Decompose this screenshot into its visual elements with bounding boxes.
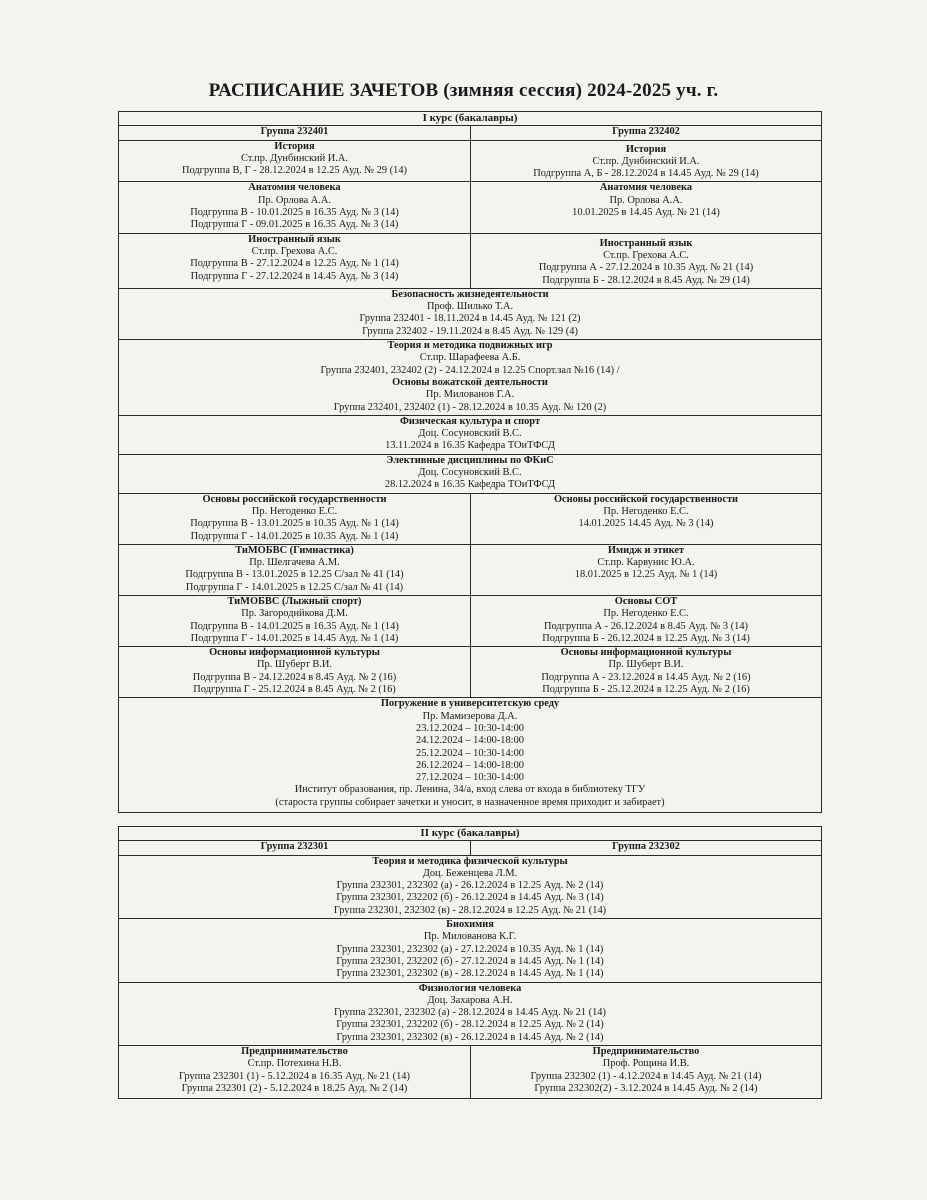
table-row bbox=[119, 698, 822, 813]
course1-header: I курс (бакалавры) bbox=[119, 112, 822, 126]
exam-time: Подгруппа В - 13.01.2025 в 12.25 С/зал № 41 (14) bbox=[185, 569, 404, 581]
teacher: Пр. Негоденко Е.С. bbox=[603, 608, 689, 620]
exam-time: 18.01.2025 в 12.25 Ауд. № 1 (14) bbox=[574, 569, 718, 581]
table-row bbox=[119, 182, 822, 233]
exam-time: Подгруппа В - 27.12.2024 в 12.25 Ауд. № 1 (14) bbox=[190, 258, 399, 270]
table-row bbox=[119, 595, 822, 646]
course2-header: II курс (бакалавры) bbox=[119, 827, 822, 841]
exam-time: Подгруппа А - 26.12.2024 в 8.45 Ауд. № 3 (14) bbox=[544, 620, 748, 632]
schedule-cell bbox=[471, 544, 822, 595]
teacher: Ст.пр. Карвунис Ю.А. bbox=[597, 557, 695, 569]
teacher: Пр. Мамизерова Д.А. bbox=[422, 710, 518, 722]
schedule-cell bbox=[471, 647, 822, 698]
subject-name: Безопасность жизнедеятельности bbox=[391, 288, 549, 300]
table-row bbox=[119, 288, 822, 339]
exam-time: Подгруппа Г - 09.01.2025 в 16.35 Ауд. № 3 (14) bbox=[190, 219, 399, 231]
exam-time: 27.12.2024 – 10:30-14:00 bbox=[416, 772, 524, 784]
schedule-cell bbox=[119, 454, 822, 493]
subject-name: Анатомия человека bbox=[599, 182, 693, 194]
exam-time: 10.01.2025 в 14.45 Ауд. № 21 (14) bbox=[572, 207, 720, 219]
teacher: Пр. Милованова К.Г. bbox=[423, 931, 517, 943]
schedule-cell bbox=[119, 595, 471, 646]
exam-time: Группа 232301, 232202 (б) - 26.12.2024 в 14.45 Ауд. № 3 (14) bbox=[336, 892, 604, 904]
subject-name: Биохимия bbox=[446, 919, 494, 931]
exam-time: Группа 232301 (2) - 5.12.2024 в 18.25 Ауд. № 2 (14) bbox=[181, 1082, 408, 1094]
schedule-cell bbox=[119, 493, 471, 544]
exam-time: Подгруппа Г - 14.01.2025 в 10.35 Ауд. № 1 (14) bbox=[190, 530, 399, 542]
exam-time: Подгруппа В - 13.01.2025 в 10.35 Ауд. № 1 (14) bbox=[190, 518, 399, 530]
subject-name: Основы информационной культуры bbox=[560, 647, 732, 659]
subject-name: Теория и методика подвижных игр bbox=[387, 340, 553, 352]
exam-time: Подгруппа А, Б - 28.12.2024 в 14.45 Ауд. № 29 (14) bbox=[533, 168, 759, 180]
teacher: Ст.пр. Дунбинский И.А. bbox=[592, 155, 700, 167]
schedule-cell bbox=[119, 288, 822, 339]
table-row bbox=[119, 340, 822, 416]
teacher: Пр. Орлова А.А. bbox=[609, 194, 683, 206]
teacher: Доц. Сосуновский В.С. bbox=[418, 428, 522, 440]
exam-time: 25.12.2024 – 10:30-14:00 bbox=[416, 747, 524, 759]
exam-time: 28.12.2024 в 16.35 Кафедра ТОиТФСД bbox=[384, 479, 556, 491]
exam-time: Группа 232301, 232202 (б) - 27.12.2024 в 14.45 Ауд. № 1 (14) bbox=[336, 955, 604, 967]
table-row bbox=[119, 544, 822, 595]
schedule-cell bbox=[471, 140, 822, 182]
exam-time: 26.12.2024 – 14:00-18:00 bbox=[416, 759, 524, 771]
exam-time: Группа 232301, 232202 (б) - 28.12.2024 в 12.25 Ауд. № 2 (14) bbox=[336, 1019, 604, 1031]
teacher: Ст.пр. Грехова А.С. bbox=[251, 245, 338, 257]
table-row bbox=[119, 982, 822, 1045]
exam-time: Группа 232301, 232302 (а) - 28.12.2024 в 14.45 Ауд. № 21 (14) bbox=[334, 1007, 606, 1019]
schedule-cell bbox=[119, 182, 471, 233]
teacher: Пр. Негоденко Е.С. bbox=[251, 505, 338, 517]
schedule-cell bbox=[471, 233, 822, 288]
schedule-cell bbox=[119, 1046, 471, 1099]
schedule-cell bbox=[119, 340, 822, 416]
subject-name: Имидж и этикет bbox=[607, 544, 685, 556]
schedule-cell bbox=[119, 544, 471, 595]
page-title: РАСПИСАНИЕ ЗАЧЕТОВ (зимняя сессия) 2024-2025 уч. г. bbox=[208, 80, 719, 101]
exam-time: 23.12.2024 – 10:30-14:00 bbox=[416, 722, 524, 734]
subject-name: Основы СОТ bbox=[614, 595, 678, 607]
teacher: Доц. Сосуновский В.С. bbox=[418, 467, 522, 479]
subject-name: Физическая культура и спорт bbox=[399, 415, 541, 427]
exam-time: Подгруппа А - 23.12.2024 в 14.45 Ауд. № 2 (16) bbox=[541, 671, 751, 683]
teacher: Пр. Шуберт В.И. bbox=[608, 659, 684, 671]
teacher: Пр. Негоденко Е.С. bbox=[603, 505, 689, 517]
subject-name: Погружение в университетскую среду bbox=[380, 698, 560, 710]
subject-name: История bbox=[625, 143, 667, 155]
subject-name: Предпринимательство bbox=[592, 1046, 700, 1058]
teacher: Пр. Загороднйкова Д.М. bbox=[241, 608, 348, 620]
exam-time: Группа 232402 - 19.11.2024 в 8.45 Ауд. № 129 (4) bbox=[362, 325, 578, 337]
subject-name: Иностранный язык bbox=[248, 233, 341, 245]
schedule-cell bbox=[119, 415, 822, 454]
teacher: Ст.пр. Грехова А.С. bbox=[603, 249, 689, 261]
table-row bbox=[119, 647, 822, 698]
exam-time: Подгруппа В, Г - 28.12.2024 в 12.25 Ауд. № 29 (14) bbox=[182, 165, 407, 177]
table-row bbox=[119, 415, 822, 454]
subject-name: ТиМОБВС (Гимнастика) bbox=[235, 544, 354, 556]
schedule-cell bbox=[471, 182, 822, 233]
teacher: Проф. Шилько Т.А. bbox=[426, 301, 514, 313]
location-note: Институт образования, пр. Ленина, 34/а, вход слева от входа в библиотеку ТГУ bbox=[294, 784, 646, 796]
exam-time: Подгруппа А - 27.12.2024 в 10.35 Ауд. № 21 (14) bbox=[538, 262, 754, 274]
schedule-cell bbox=[119, 919, 822, 982]
teacher: Ст.пр. Дунбинский И.А. bbox=[241, 152, 348, 164]
exam-time: Подгруппа Г - 25.12.2024 в 8.45 Ауд. № 2 (16) bbox=[193, 684, 396, 696]
exam-time: 13.11.2024 в 16.35 Кафедра ТОиТФСД bbox=[385, 440, 555, 452]
teacher: Пр. Милованов Г.А. bbox=[425, 389, 515, 401]
exam-time: Группа 232301, 232302 (в) - 28.12.2024 в 12.25 Ауд. № 21 (14) bbox=[333, 904, 607, 916]
teacher: Пр. Шелгачева А.М. bbox=[249, 557, 340, 569]
exam-time: Группа 232301, 232302 (в) - 28.12.2024 в 14.45 Ауд. № 1 (14) bbox=[336, 968, 604, 980]
subject-name: История bbox=[274, 140, 315, 152]
group-232401-header: Группа 232401 bbox=[119, 126, 471, 140]
table-row bbox=[119, 493, 822, 544]
group-232301-header: Группа 232301 bbox=[119, 841, 471, 855]
table-row bbox=[119, 919, 822, 982]
group-232402-header: Группа 232402 bbox=[471, 126, 822, 140]
course2-table bbox=[118, 826, 822, 1099]
exam-time: Подгруппа Г - 14.01.2025 в 12.25 С/зал № 41 (14) bbox=[185, 581, 404, 593]
subject-name: Основы российской государственности bbox=[202, 493, 387, 505]
subject-name: Физиология человека bbox=[418, 982, 522, 994]
exam-time: Подгруппа Г - 14.01.2025 в 14.45 Ауд. № 1 (14) bbox=[190, 632, 399, 644]
exam-time: Подгруппа В - 14.01.2025 в 16.35 Ауд. № 1 (14) bbox=[190, 620, 399, 632]
table-row bbox=[119, 140, 822, 182]
exam-time: Подгруппа Б - 26.12.2024 в 12.25 Ауд. № 3 (14) bbox=[542, 632, 750, 644]
teacher: Доц. Захарова А.Н. bbox=[427, 994, 513, 1006]
exam-time: Группа 232302 (1) - 4.12.2024 в 14.45 Ауд. № 21 (14) bbox=[530, 1070, 762, 1082]
subject-name: Элективные дисциплины по ФКиС bbox=[386, 454, 554, 466]
subject-name: Предпринимательство bbox=[241, 1046, 348, 1058]
exam-time: Группа 232301 (1) - 5.12.2024 в 16.35 Ауд. № 21 (14) bbox=[179, 1070, 410, 1082]
schedule-cell bbox=[471, 595, 822, 646]
table-row bbox=[119, 1046, 822, 1099]
note: (староста группы собирает зачетки и уносит, в назначенное время приходит и забирает) bbox=[275, 796, 665, 808]
teacher: Ст.пр. Потехина Н.В. bbox=[247, 1058, 342, 1070]
exam-time: Подгруппа Г - 27.12.2024 в 14.45 Ауд. № 3 (14) bbox=[190, 270, 399, 282]
table-row bbox=[119, 855, 822, 918]
subject-name: Основы вожатской деятельности bbox=[392, 376, 548, 388]
schedule-cell bbox=[119, 140, 471, 182]
teacher: Проф. Рощина И.В. bbox=[602, 1058, 690, 1070]
schedule-cell bbox=[119, 233, 471, 288]
table-row bbox=[119, 454, 822, 493]
schedule-cell bbox=[119, 855, 822, 918]
teacher: Ст.пр. Шарафеева А.Б. bbox=[419, 352, 521, 364]
exam-time: Группа 232401, 232402 (1) - 28.12.2024 в 10.35 Ауд. № 120 (2) bbox=[333, 401, 607, 413]
exam-time: Группа 232301, 232302 (в) - 26.12.2024 в 14.45 Ауд. № 2 (14) bbox=[336, 1031, 604, 1043]
exam-time: Группа 232401, 232402 (2) - 24.12.2024 в 12.25 Спорт.зал №16 (14) / bbox=[320, 364, 620, 376]
exam-time: Группа 232401 - 18.11.2024 в 14.45 Ауд. № 121 (2) bbox=[359, 313, 581, 325]
course1-table bbox=[118, 111, 822, 813]
group-232302-header: Группа 232302 bbox=[471, 841, 822, 855]
exam-time: 24.12.2024 – 14:00-18:00 bbox=[416, 735, 524, 747]
exam-time: Подгруппа Б - 28.12.2024 в 8.45 Ауд. № 29 (14) bbox=[542, 274, 750, 286]
schedule-cell bbox=[119, 647, 471, 698]
exam-time: Группа 232301, 232302 (а) - 26.12.2024 в 12.25 Ауд. № 2 (14) bbox=[336, 880, 604, 892]
exam-time: Подгруппа В - 24.12.2024 в 8.45 Ауд. № 2 (16) bbox=[192, 671, 397, 683]
schedule-cell bbox=[119, 698, 822, 813]
exam-time: Подгруппа Б - 25.12.2024 в 12.25 Ауд. № 2 (16) bbox=[542, 684, 750, 696]
subject-name: Основы российской государственности bbox=[553, 493, 739, 505]
schedule-cell bbox=[471, 493, 822, 544]
subject-name: Анатомия человека bbox=[248, 182, 341, 194]
exam-time: Подгруппа В - 10.01.2025 в 16.35 Ауд. № 3 (14) bbox=[190, 207, 399, 219]
exam-time: 14.01.2025 14.45 Ауд. № 3 (14) bbox=[578, 518, 714, 530]
teacher: Пр. Шуберт В.И. bbox=[256, 659, 333, 671]
exam-time: Группа 232302(2) - 3.12.2024 в 14.45 Ауд. № 2 (14) bbox=[534, 1082, 758, 1094]
table-row bbox=[119, 233, 822, 288]
schedule-cell bbox=[119, 982, 822, 1045]
exam-time: Группа 232301, 232302 (а) - 27.12.2024 в 10.35 Ауд. № 1 (14) bbox=[336, 943, 604, 955]
teacher: Пр. Орлова А.А. bbox=[257, 194, 332, 206]
subject-name: ТиМОБВС (Лыжный спорт) bbox=[227, 595, 362, 607]
subject-name: Основы информационной культуры bbox=[209, 647, 380, 659]
subject-name: Теория и методика физической культуры bbox=[372, 855, 568, 867]
schedule-cell bbox=[471, 1046, 822, 1099]
subject-name: Иностранный язык bbox=[599, 237, 693, 249]
teacher: Доц. Беженцева Л.М. bbox=[422, 867, 518, 879]
